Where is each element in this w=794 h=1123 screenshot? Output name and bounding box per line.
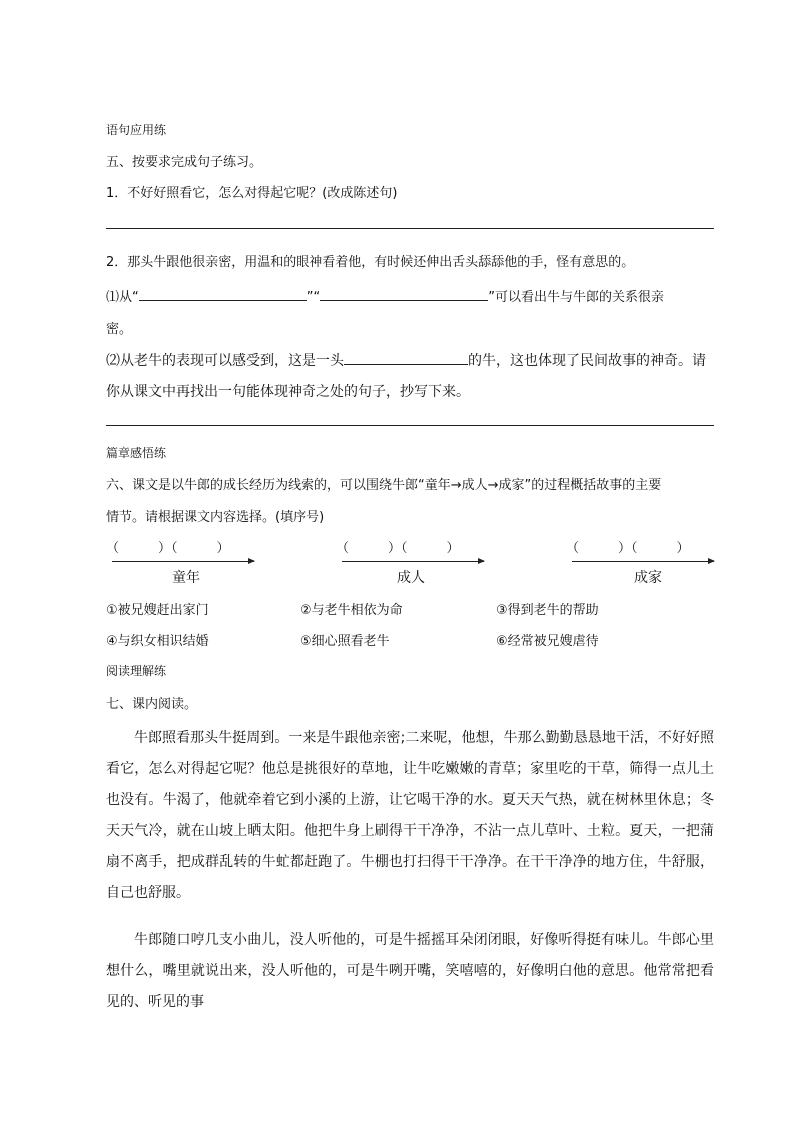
stage-marriage-label: 成家 [634, 570, 662, 586]
question-5-item-1: 1．不好好照看它，怎么对得起它呢？(改成陈述句) [106, 186, 398, 201]
section-title-sentence-practice: 语句应用练 [106, 123, 167, 137]
sub1-text-c: ”可以看出牛与牛郎的关系很亲 [488, 290, 664, 305]
arrow-right-icon [342, 561, 484, 562]
stage-childhood-brackets[interactable]: （ ）（ ） [106, 541, 230, 556]
stage-adulthood-label: 成人 [397, 570, 425, 586]
passage-paragraph-1: 牛郎照看那头牛挺周到。一来是牛跟他亲密;二来呢，他想，牛那么勤勤恳恳地干活，不好好照看它，怎么对得起它呢？他总是挑很好的草地，让牛吃嫩嫩的青草；家里吃的干草，筛得一点儿土也没有。牛渴了，他就牵着它到小溪的上游，让它喝干净的水。夏天天气热，就在树林里休息；冬天天气冷，就在山坡上晒太阳。他把牛身上刷得干干净净，不沾一点儿草叶、土粒。夏天，一把蒲扇不离手，把成群乱转的牛虻都赶跑了。牛棚也打扫得干干净净。在干干净净的地方住，牛舒服，自己也舒服。 [106, 730, 714, 901]
answer-line-2[interactable] [106, 425, 714, 426]
question-6-line-1: 六、课文是以牛郎的成长经历为线索的，可以围绕牛郎“童年→成人→成家”的过程概括故事的主要 [106, 478, 662, 493]
answer-line-1[interactable] [106, 228, 714, 229]
stage-childhood-label: 童年 [172, 570, 200, 586]
stage-adulthood-brackets[interactable]: （ ）（ ） [336, 541, 460, 556]
sub1-text-a: ⑴从“ [106, 290, 139, 305]
sub2-text-a: ⑵从老牛的表现可以感受到，这是一头 [106, 353, 344, 369]
blank-sub1-first[interactable] [139, 286, 307, 301]
stage-marriage-brackets[interactable]: （ ）（ ） [566, 541, 690, 556]
section-title-reading: 阅读理解练 [106, 664, 167, 678]
option-6: ⑥经常被兄嫂虐待 [496, 634, 599, 649]
question-5-sub-2 [106, 350, 706, 370]
option-2: ②与老牛相依为命 [300, 603, 403, 618]
blank-sub2[interactable] [344, 350, 468, 365]
question-5-sub-1-cont: 密。 [106, 322, 133, 337]
sub2-text-b: 的牛，这也体现了民间故事的神奇。请 [468, 353, 706, 369]
question-6-line-2: 情节。请根据课文内容选择。(填序号) [106, 510, 325, 525]
reading-passage [106, 723, 714, 1018]
option-1: ①被兄嫂赶出家门 [106, 603, 209, 618]
question-5-sub-2-cont: 你从课文中再找出一句能体现神奇之处的句子，抄写下来。 [106, 384, 470, 400]
blank-sub1-second[interactable] [320, 286, 488, 301]
question-7-heading: 七、课内阅读。 [106, 697, 198, 712]
question-5-sub-1 [106, 286, 664, 305]
passage-paragraph-2: 牛郎随口哼几支小曲儿，没人听他的，可是牛摇摇耳朵闭闭眼，好像听得挺有味儿。牛郎心里想什么，嘴里就说出来，没人听他的，可是牛咧开嘴，笑嘻嘻的，好像明白他的意思。他常常把看见的、听见的事 [106, 932, 714, 1010]
option-3: ③得到老牛的帮助 [496, 603, 599, 618]
question-5-heading: 五、按要求完成句子练习。 [106, 155, 263, 170]
question-5-item-2: 2．那头牛跟他很亲密，用温和的眼神看着他，有时候还伸出舌头舔舔他的手，怪有意思的。 [106, 255, 635, 270]
sub1-text-b: ”“ [306, 290, 321, 305]
option-4: ④与织女相识结婚 [106, 634, 209, 649]
option-5: ⑤细心照看老牛 [300, 634, 390, 649]
section-title-chapter-insight: 篇章感悟练 [106, 446, 167, 460]
arrow-right-icon [572, 561, 714, 562]
arrow-right-icon [112, 561, 254, 562]
